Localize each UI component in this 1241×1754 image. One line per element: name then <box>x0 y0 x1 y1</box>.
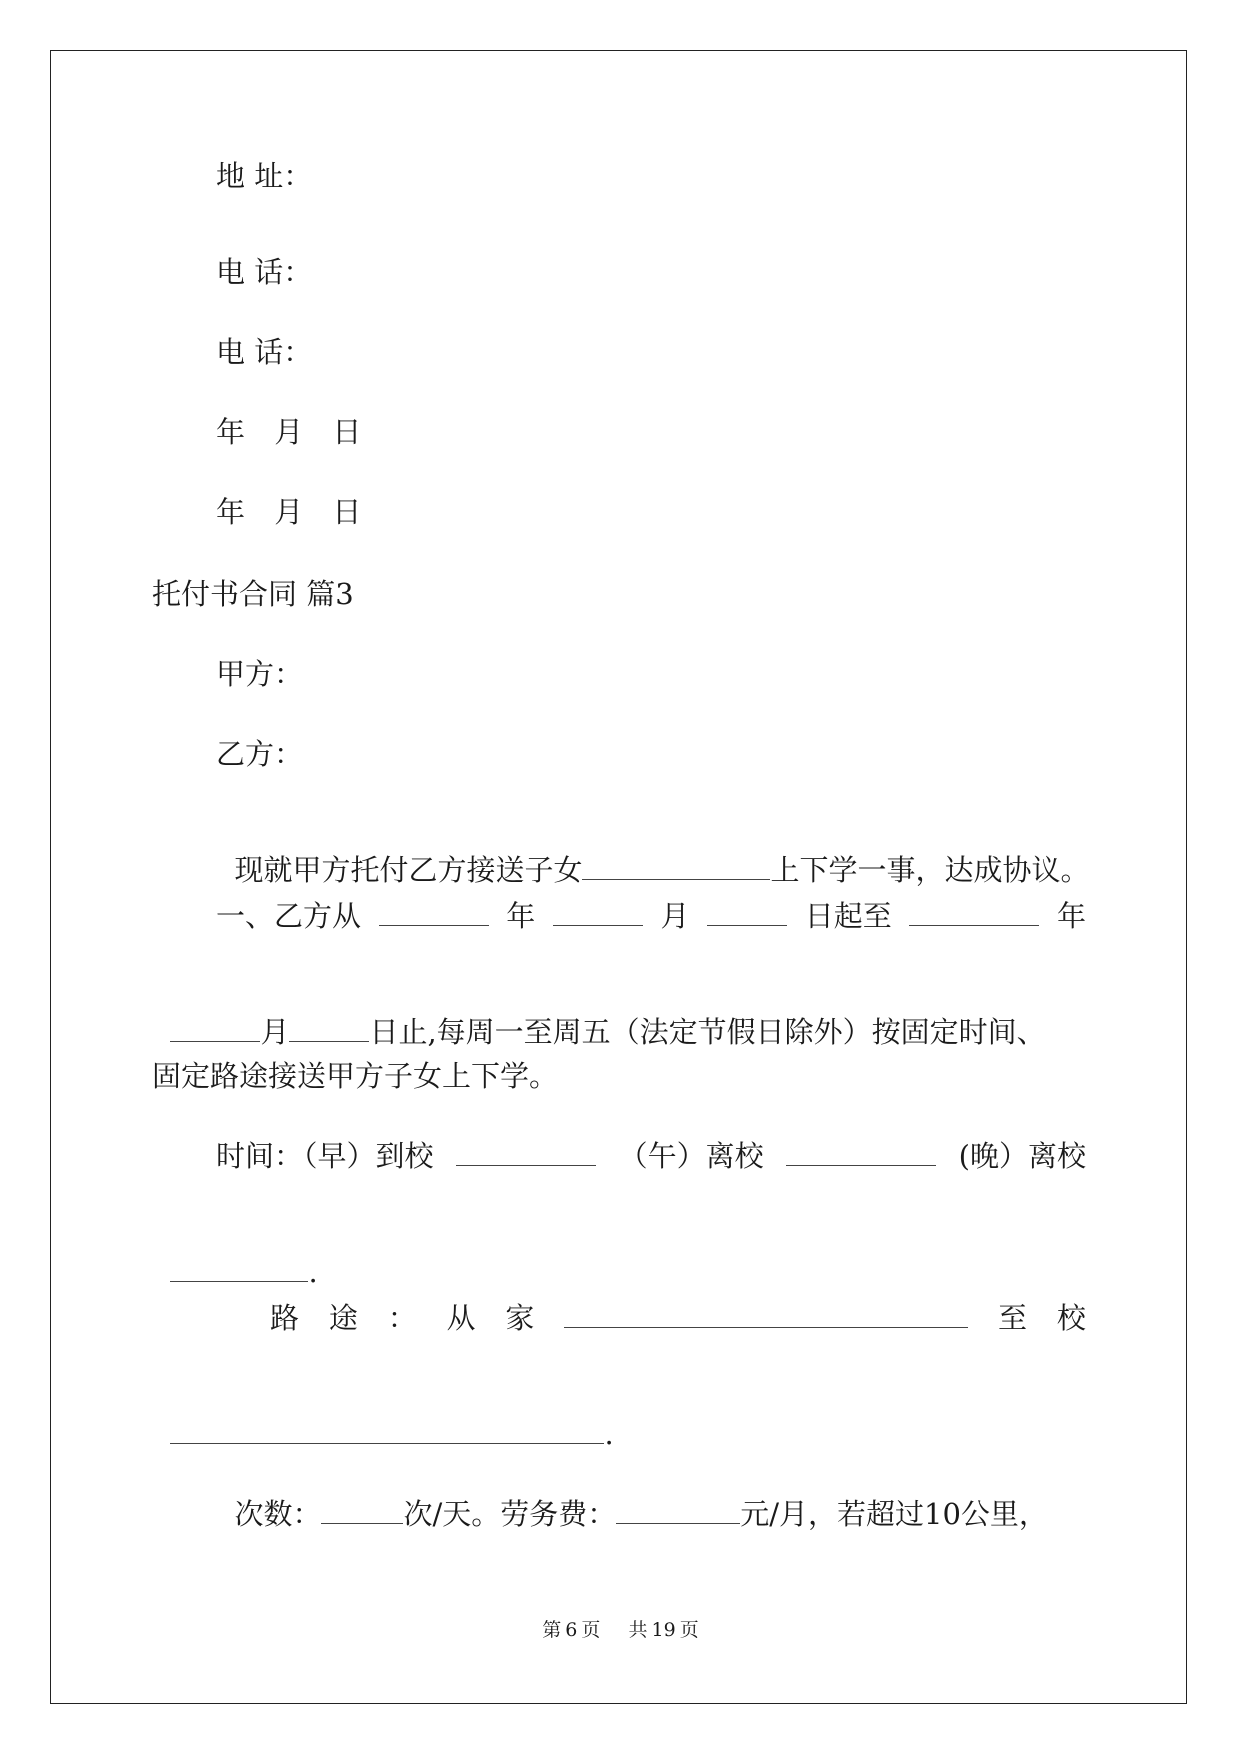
count-text-b: 次/天。劳务费： <box>403 1497 617 1531</box>
evening-departure-blank <box>170 1255 308 1282</box>
party-a-line: 甲方： <box>216 657 304 691</box>
route-line <box>270 1300 1086 1336</box>
home-route-blank <box>564 1301 968 1328</box>
count-text-a: 次数： <box>234 1497 322 1531</box>
section-heading: 托付书合同 篇3 <box>152 577 354 611</box>
morning-arrival-blank <box>456 1139 596 1166</box>
date-line-2: 年 月 日 <box>216 495 372 529</box>
end-day-blank <box>289 1015 369 1042</box>
end-month-blank <box>170 1015 260 1042</box>
phone-line-2: 电 话： <box>216 335 313 369</box>
intro-text-a: 现就甲方托付乙方接送子女 <box>234 853 583 887</box>
trips-per-day-blank <box>321 1497 403 1524</box>
count-fee-line <box>216 1460 1048 1532</box>
date-line-1: 年 月 日 <box>216 415 372 449</box>
clause1-line2 <box>152 978 1046 1050</box>
route-char-1: 路 <box>270 1301 300 1335</box>
noon-departure-blank <box>786 1139 936 1166</box>
monthly-fee-blank <box>616 1497 740 1524</box>
total-pages: 19 <box>651 1619 676 1641</box>
start-day-blank <box>707 899 787 926</box>
school-route-blank <box>170 1417 604 1444</box>
start-month-blank <box>553 899 643 926</box>
time-end: . <box>308 1255 318 1289</box>
clause1-line1 <box>216 898 1086 934</box>
route-line-continued <box>152 1380 614 1452</box>
time-text-c: (晚）离校 <box>958 1139 1086 1173</box>
clause1-text-c: 月 <box>660 899 690 933</box>
clause1-text-d: 日起至 <box>804 899 892 933</box>
time-text-b: （午）离校 <box>618 1139 764 1173</box>
route-char-6: 至 <box>998 1301 1028 1335</box>
route-char-5: 家 <box>505 1301 535 1335</box>
clause1-line3: 固定路途接送甲方子女上下学。 <box>152 1059 559 1093</box>
page-label-pre: 第 <box>542 1619 562 1641</box>
party-b-line: 乙方： <box>216 737 304 771</box>
clause1-text-f: 月 <box>260 1015 290 1049</box>
address-line: 地 址： <box>216 159 313 193</box>
child-name-blank <box>582 853 770 880</box>
time-line <box>216 1138 1086 1174</box>
route-end: . <box>604 1417 614 1451</box>
start-year-blank <box>379 899 489 926</box>
intro-text-b: 上下学一事，达成协议。 <box>770 853 1090 887</box>
clause1-text-e: 年 <box>1056 899 1086 933</box>
route-char-2: 途 <box>328 1301 358 1335</box>
total-label-post: 页 <box>679 1619 699 1641</box>
page-footer <box>0 1618 1241 1642</box>
phone-line-1: 电 话： <box>216 255 313 289</box>
page-label-post: 页 <box>581 1619 601 1641</box>
end-year-blank <box>909 899 1039 926</box>
clause1-text-b: 年 <box>506 899 536 933</box>
route-char-4: 从 <box>446 1301 476 1335</box>
total-label-pre: 共 <box>628 1619 648 1641</box>
clause1-text-a: 一、乙方从 <box>216 899 362 933</box>
clause1-text-g: 日止,每周一至周五（法定节假日除外）按固定时间、 <box>369 1015 1046 1049</box>
time-text-a: 时间：（早）到校 <box>216 1139 434 1173</box>
page-number: 6 <box>565 1619 578 1641</box>
route-char-7: 校 <box>1056 1301 1086 1335</box>
time-line-continued <box>152 1218 318 1290</box>
route-char-3: ： <box>387 1301 417 1335</box>
intro-paragraph <box>216 816 1089 888</box>
count-text-c: 元/月，若超过10公里， <box>740 1497 1048 1531</box>
